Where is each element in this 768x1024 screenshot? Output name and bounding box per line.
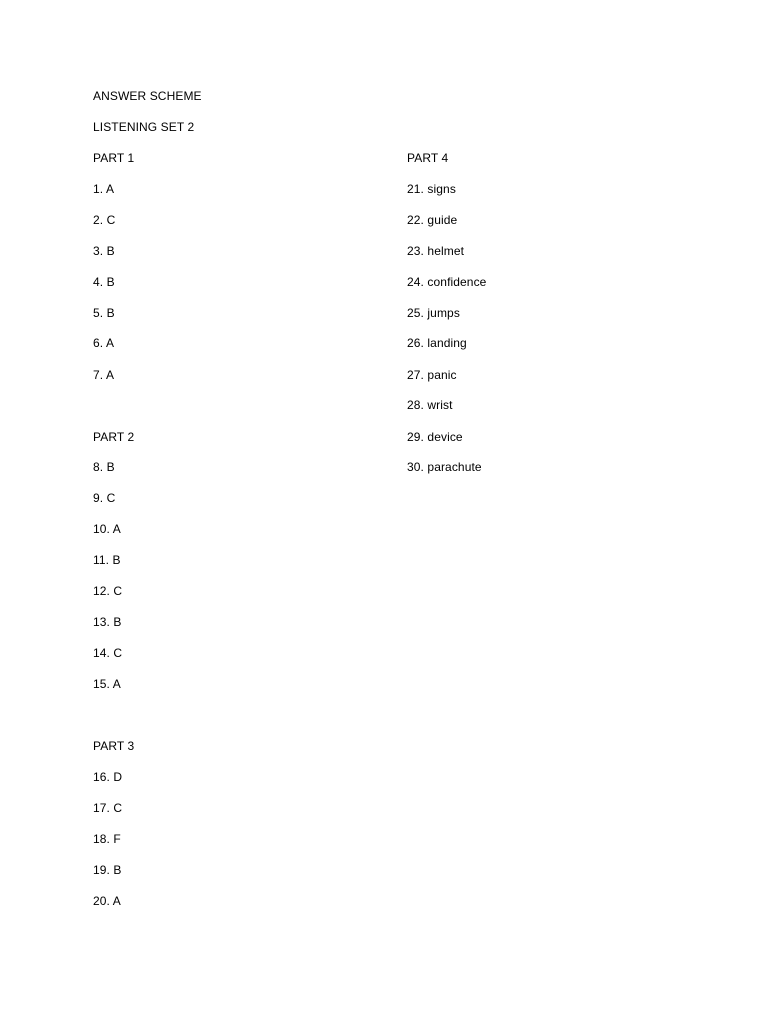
- part2-answer: 9. C: [93, 491, 116, 505]
- part4-answer: 27. panic: [407, 368, 457, 382]
- part3-answer: 16. D: [93, 770, 123, 784]
- part3-answer: 17. C: [93, 801, 123, 815]
- part1-answer: 1. A: [93, 182, 115, 196]
- part2-answer: 10. A: [93, 522, 121, 536]
- part2-answer: 15. A: [93, 677, 121, 691]
- part4-answer: 21. signs: [407, 182, 456, 196]
- part2-answer: 13. B: [93, 615, 122, 629]
- part4-answer: 28. wrist: [407, 398, 453, 412]
- part2-answer: 14. C: [93, 646, 123, 660]
- part4-answer: 30. parachute: [407, 460, 482, 474]
- part1-answer: 4. B: [93, 275, 115, 289]
- document-title: ANSWER SCHEME: [93, 89, 202, 103]
- part4-answer: 23. helmet: [407, 244, 465, 258]
- part2-answer: 12. C: [93, 584, 123, 598]
- part2-heading: PART 2: [93, 430, 135, 444]
- part4-answer: 22. guide: [407, 213, 458, 227]
- part4-answer: 25. jumps: [407, 306, 460, 320]
- part4-answer: 29. device: [407, 430, 463, 444]
- part1-answer: 5. B: [93, 306, 115, 320]
- part1-answer: 7. A: [93, 368, 115, 382]
- part3-answer: 20. A: [93, 894, 121, 908]
- part1-answer: 3. B: [93, 244, 115, 258]
- part3-heading: PART 3: [93, 739, 135, 753]
- part1-heading: PART 1: [93, 151, 135, 165]
- part3-answer: 18. F: [93, 832, 121, 846]
- part4-heading: PART 4: [407, 151, 449, 165]
- part1-answer: 2. C: [93, 213, 116, 227]
- part4-answer: 24. confidence: [407, 275, 487, 289]
- part4-answer: 26. landing: [407, 336, 467, 350]
- document-subtitle: LISTENING SET 2: [93, 120, 195, 134]
- part2-answer: 8. B: [93, 460, 115, 474]
- part3-answer: 19. B: [93, 863, 122, 877]
- part1-answer: 6. A: [93, 336, 115, 350]
- part2-answer: 11. B: [93, 553, 121, 567]
